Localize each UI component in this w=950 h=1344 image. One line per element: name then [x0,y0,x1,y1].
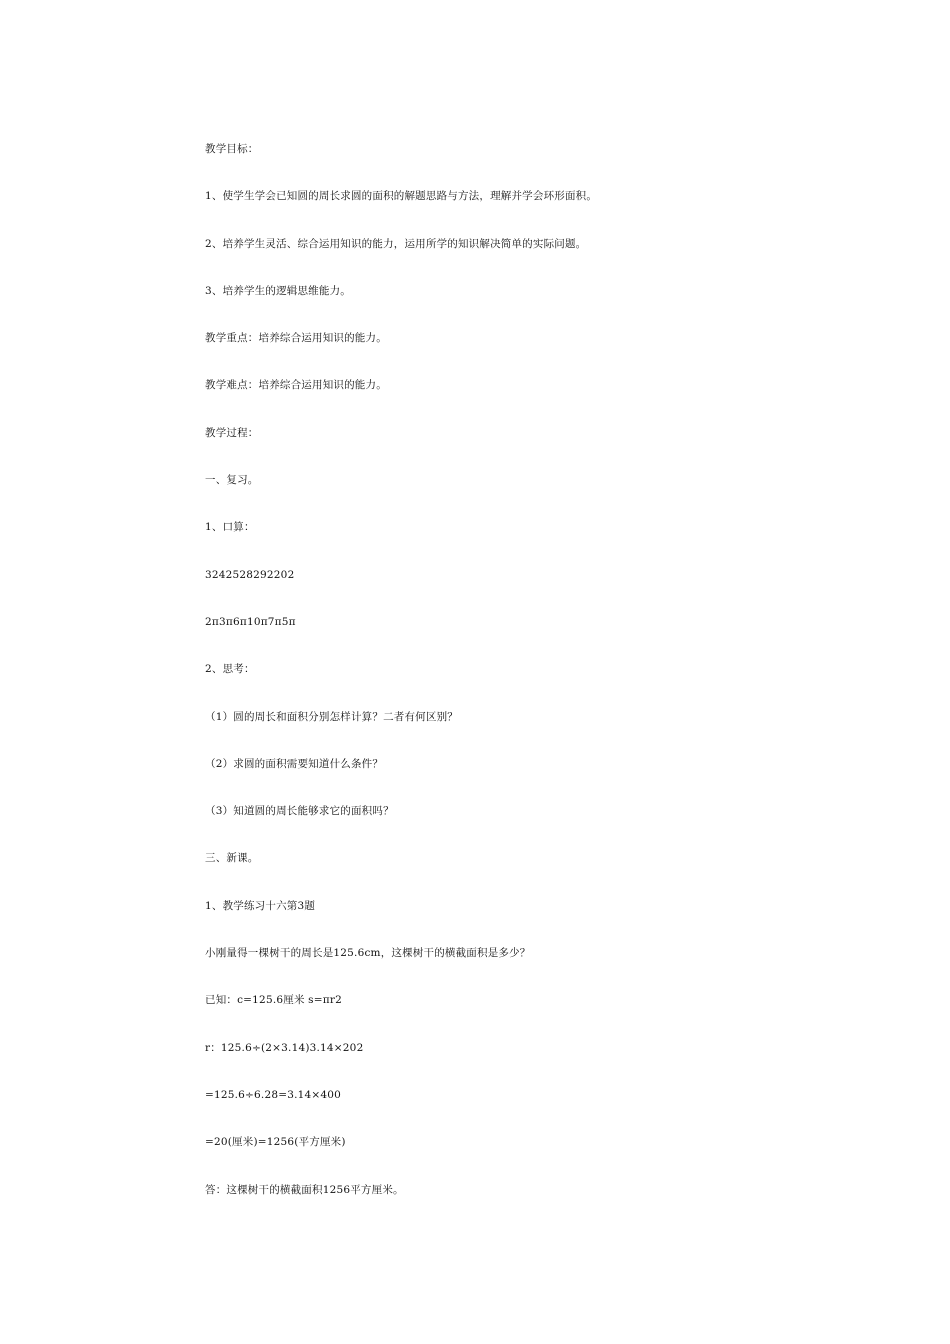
thinking-question-3: （3）知道圆的周长能够求它的面积吗？ [205,805,394,818]
document-body [205,140,805,1228]
thinking-label: 2、思考： [205,663,255,676]
teaching-difficulty: 教学难点：培养综合运用知识的能力。 [205,379,387,392]
oral-calc-numbers: 3242528292202 [205,568,295,581]
oral-calc-pi: 2π3π6π10π7π5π [205,615,296,628]
solution-given: 已知：c=125.6厘米 s=πr2 [205,994,342,1007]
heading-teaching-goals: 教学目标： [205,143,259,155]
exercise-problem: 小刚量得一棵树干的周长是125.6cm，这棵树干的横截面积是多少？ [205,947,531,960]
exercise-title: 1、教学练习十六第3题 [205,899,316,912]
oral-calc-label: 1、口算： [205,521,255,534]
goal-item-1: 1、使学生学会已知圆的周长求圆的面积的解题思路与方法，理解并学会环形面积。 [205,190,598,203]
solution-answer: 答：这棵树干的横截面积1256平方厘米。 [205,1183,404,1196]
solution-step-1: r：125.6÷(2×3.14)3.14×202 [205,1041,364,1054]
teaching-key-point: 教学重点：培养综合运用知识的能力。 [205,332,387,345]
solution-step-2: =125.6÷6.28=3.14×400 [205,1088,342,1101]
goal-item-2: 2、培养学生灵活、综合运用知识的能力，运用所学的知识解决简单的实际问题。 [205,237,587,250]
solution-step-3: =20(厘米)=1256(平方厘米) [205,1136,346,1149]
heading-teaching-process: 教学过程： [205,426,259,439]
thinking-question-2: （2）求圆的面积需要知道什么条件？ [205,757,384,770]
thinking-question-1: （1）圆的周长和面积分别怎样计算？二者有何区别？ [205,710,458,723]
section-new-lesson: 三、新课。 [205,852,259,865]
section-review: 一、复习。 [205,474,259,487]
goal-item-3: 3、培养学生的逻辑思维能力。 [205,284,351,297]
